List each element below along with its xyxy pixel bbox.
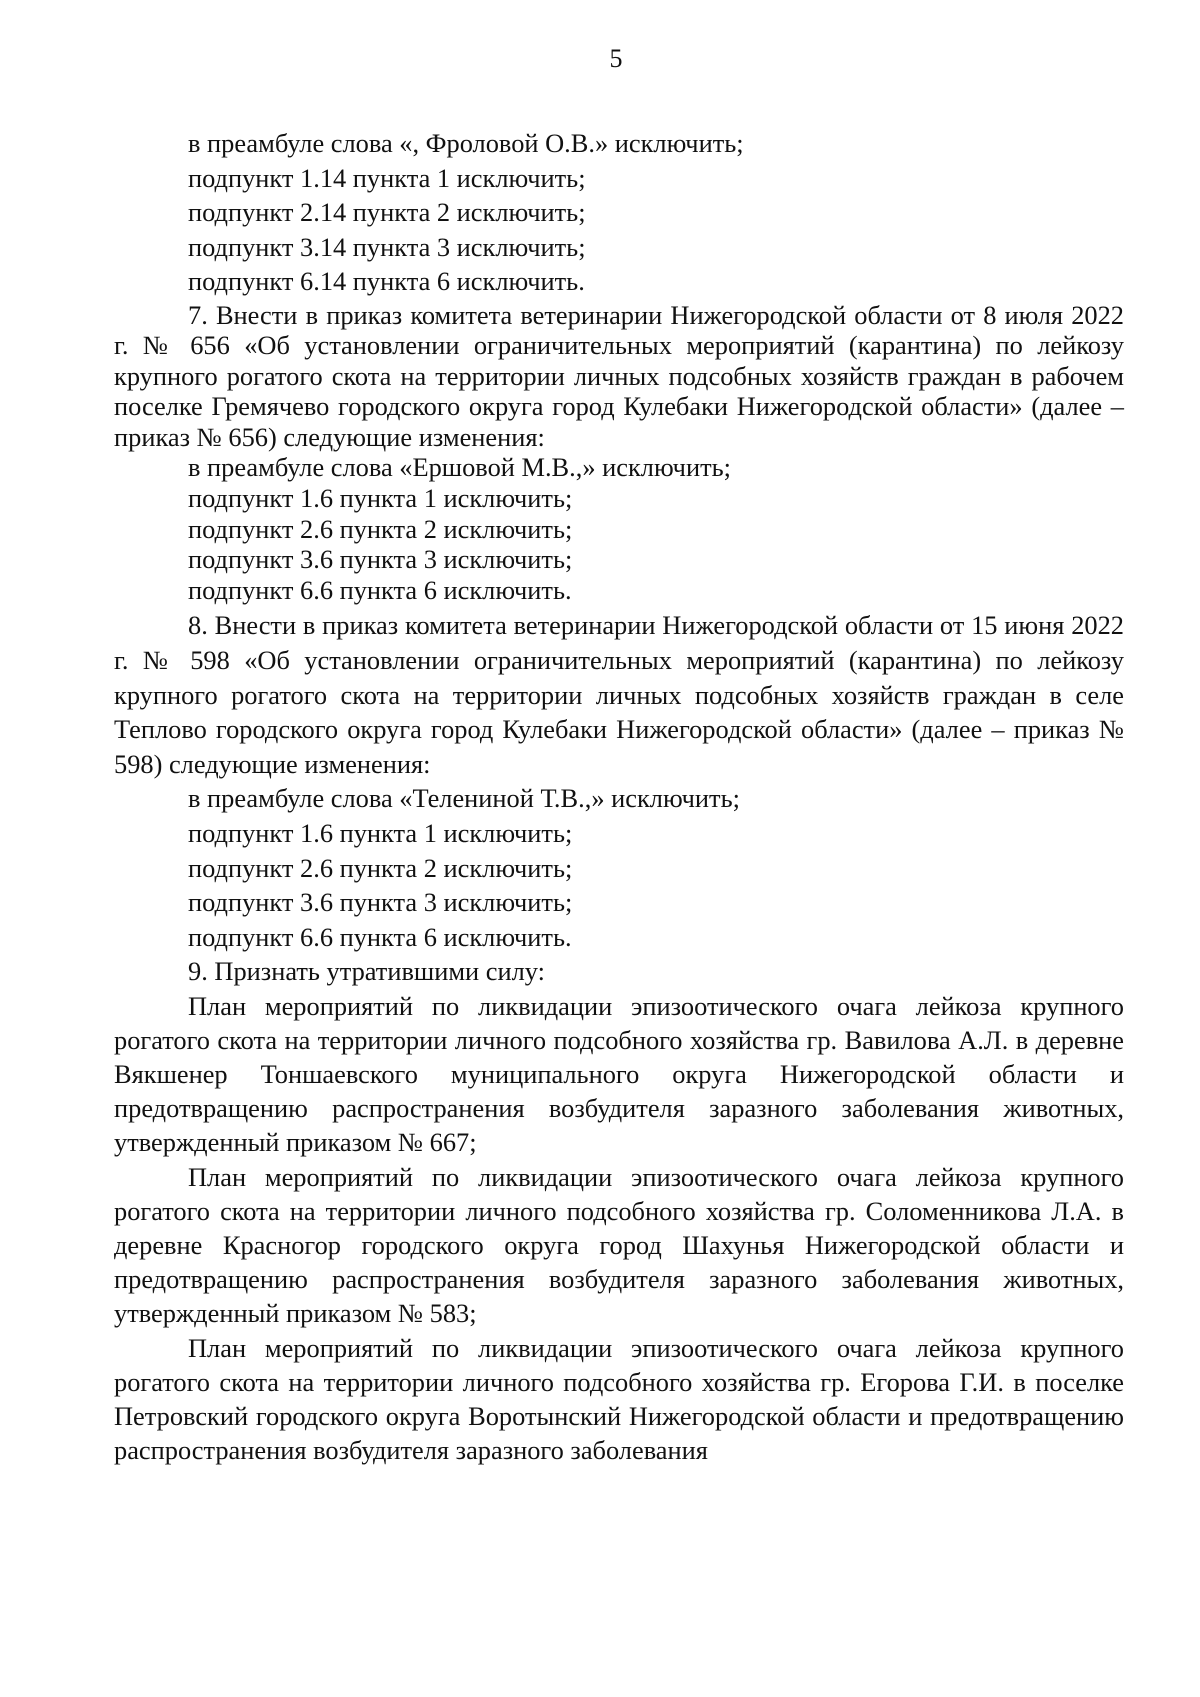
paragraph: подпункт 3.6 пункта 3 исключить; (188, 544, 573, 575)
paragraph: подпункт 6.6 пункта 6 исключить. (188, 574, 572, 605)
paragraph: подпункт 6.6 пункта 6 исключить. (188, 921, 572, 952)
paragraph: подпункт 1.6 пункта 1 исключить; (188, 483, 573, 514)
paragraph: План мероприятий по ликвидации эпизоотического очага лейкоза крупного рогатого скота на территории личного подсобного хозяйства гр. Соломенникова Л.А. в деревне Красногор городского округа город Шахунья Нижегородской области и предотвращению распространения возбудителя заразного заболевания животных, утвержденный приказом № 583; (114, 1161, 1124, 1329)
paragraph: подпункт 2.6 пункта 2 исключить; (188, 852, 573, 883)
paragraph: подпункт 3.6 пункта 3 исключить; (188, 887, 573, 918)
paragraph: в преамбуле слова «Ершовой М.В.,» исключить; (188, 452, 731, 483)
paragraph: 7. Внести в приказ комитета ветеринарии Нижегородской области от 8 июля 2022 г. № 656 «Об установлении ограничительных мероприятий (карантина) по лейкозу крупного рогатого скота на территории личных подсобных хозяйств граждан в рабочем поселке Гремячево городского округа город Кулебаки Нижегородской области» (далее – приказ № 656) следующие изменения: (114, 299, 1124, 452)
section-item-7 (114, 300, 1124, 606)
paragraph: 8. Внести в приказ комитета ветеринарии Нижегородской области от 15 июня 2022 г. № 598 «Об установлении ограничительных мероприятий (карантина) по лейкозу крупного рогатого скота на территории личных подсобных хозяйств граждан в селе Теплово городского округа город Кулебаки Нижегородской области» (далее – приказ № 598) следующие изменения: (114, 610, 1124, 779)
paragraph: План мероприятий по ликвидации эпизоотического очага лейкоза крупного рогатого скота на территории личного подсобного хозяйства гр. Вавилова А.Л. в деревне Вякшенер Тоншаевского муниципального округа Нижегородской области и предотвращению распространения возбудителя заразного заболевания животных, утвержденный приказом № 667; (114, 990, 1124, 1158)
section-item-8 (114, 608, 1124, 954)
section-item-9 (114, 954, 1124, 1467)
paragraph: подпункт 6.14 пункта 6 исключить. (188, 266, 585, 296)
section-order-changes (114, 126, 1124, 299)
paragraph: подпункт 2.14 пункта 2 исключить; (188, 197, 586, 227)
paragraph: подпункт 2.6 пункта 2 исключить; (188, 513, 573, 544)
paragraph: в преамбуле слова «Телениной Т.В.,» исключить; (188, 783, 740, 814)
paragraph: в преамбуле слова «, Фроловой О.В.» исключить; (188, 128, 744, 158)
paragraph: 9. Признать утратившими силу: (188, 956, 545, 987)
page-number: 5 (609, 44, 623, 73)
paragraph: План мероприятий по ликвидации эпизоотического очага лейкоза крупного рогатого скота на территории личного подсобного хозяйства гр. Егорова Г.И. в поселке Петровский городского округа Воротынский Нижегородской области и предотвращению распространения возбудителя заразного заболевания (114, 1332, 1124, 1466)
paragraph: подпункт 1.14 пункта 1 исключить; (188, 162, 586, 193)
paragraph: подпункт 1.6 пункта 1 исключить; (188, 818, 573, 848)
paragraph: подпункт 3.14 пункта 3 исключить; (188, 231, 586, 262)
document-body (114, 126, 1124, 1467)
